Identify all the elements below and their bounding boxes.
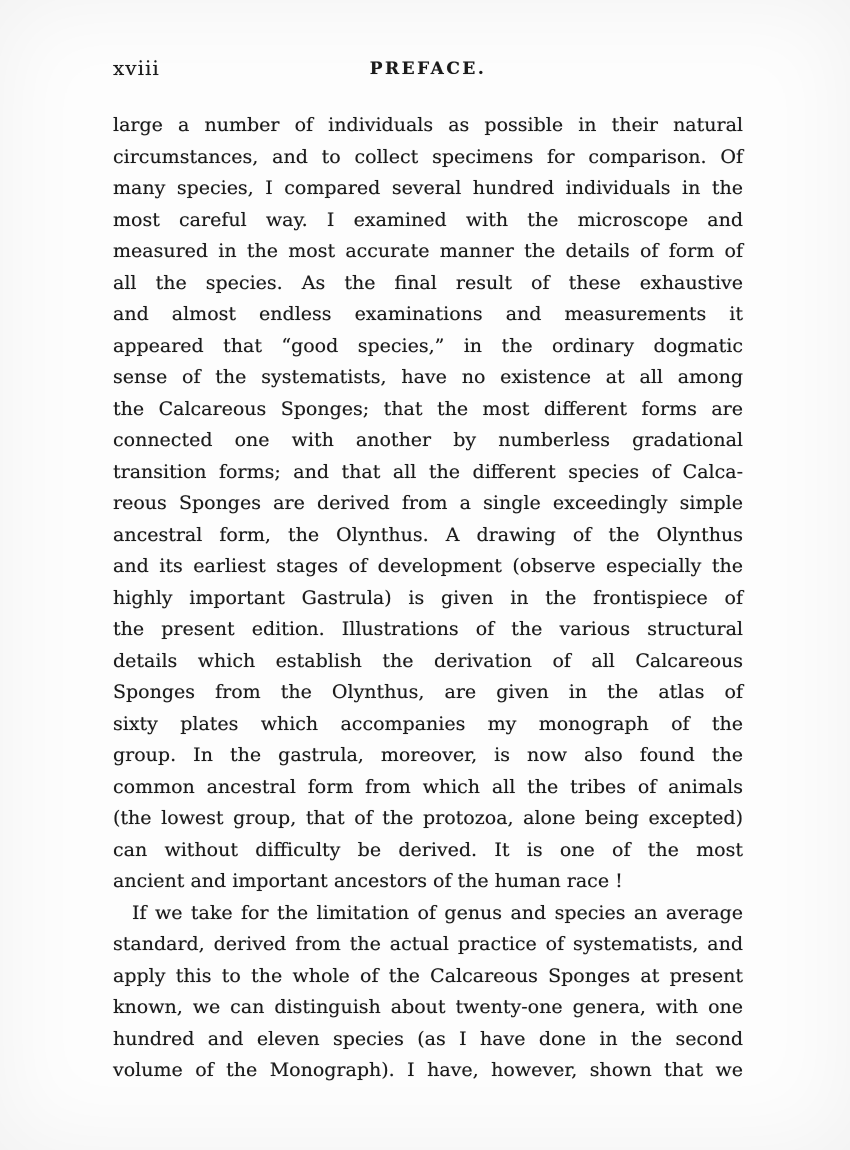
text-line: apply this to the whole of the Calcareous Sponges at present [113,964,743,987]
text-line: ancient and important ancestors of the human race ! [113,870,623,892]
page-header [113,56,743,82]
text-line: volume of the Monograph). I have, however, shown that we [113,1059,743,1081]
text-line: measured in the most accurate manner the details of form of [113,240,743,262]
text-line: the Calcareous Sponges; that the most different forms are [113,397,743,420]
paragraph [113,898,743,1087]
running-head: PREFACE. [369,59,487,79]
page-number: xviii [113,56,160,80]
text-line: known, we can distinguish about twenty-one genera, with one [113,996,743,1018]
text-line: and its earliest stages of development (observe especially the [113,555,743,577]
text-line: (the lowest group, that of the protozoa, alone being excepted) [113,807,743,829]
text-line: highly important Gastrula) is given in the frontispiece of [113,586,743,609]
paragraph [113,110,743,898]
text-line: sense of the systematists, have no existence at all among [113,366,743,388]
text-line: details which establish the derivation of all Calcareous [113,649,743,672]
page-body [113,110,743,1087]
text-line: large a number of individuals as possible in their natural [113,114,743,136]
text-line: ancestral form, the Olynthus. A drawing of the Olynthus [113,523,743,546]
text-line: group. In the gastrula, moreover, is now also found the [113,744,743,766]
text-line: common ancestral form from which all the tribes of animals [113,775,743,798]
text-line: and almost endless examinations and measurements it [113,303,743,325]
text-line: many species, I compared several hundred individuals in the [113,177,743,199]
text-line: most careful way. I examined with the microscope and [113,208,743,231]
text-line: all the species. As the final result of these exhaustive [113,271,743,294]
text-line: If we take for the limitation of genus and species an average [132,901,743,924]
text-line: transition forms; and that all the different species of Calca- [113,460,743,483]
text-line: circumstances, and to collect specimens for comparison. Of [113,145,743,168]
text-line: Sponges from the Olynthus, are given in the atlas of [113,681,743,703]
text-line: sixty plates which accompanies my monograph of the [113,712,743,735]
text-line: hundred and eleven species (as I have done in the second [113,1027,743,1050]
text-line: connected one with another by numberless gradational [113,429,743,451]
text-line: can without difficulty be derived. It is one of the most [113,838,743,861]
text-line: appeared that “good species,” in the ordinary dogmatic [113,334,743,357]
text-line: the present edition. Illustrations of the various structural [113,618,743,640]
text-line: standard, derived from the actual practice of systematists, and [113,933,743,955]
text-line: reous Sponges are derived from a single exceedingly simple [113,492,743,514]
